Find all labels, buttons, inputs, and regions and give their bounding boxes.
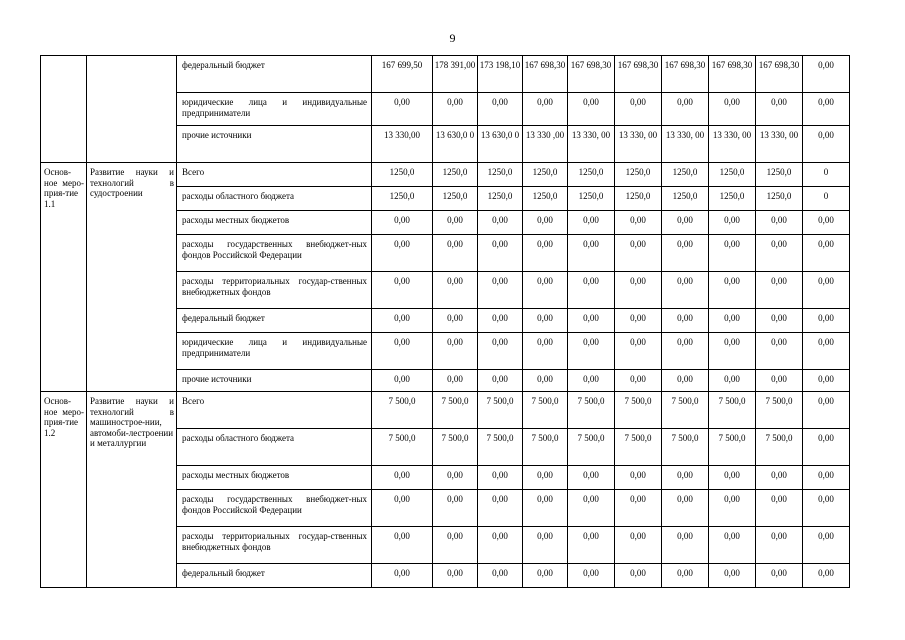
value-cell: 0,00 [803, 429, 850, 466]
value-cell: 0,00 [433, 490, 478, 527]
value-cell: 167 699,50 [372, 56, 433, 93]
value-cell: 0,00 [615, 272, 662, 309]
value-cell: 0,00 [756, 309, 803, 333]
value-cell: 1250,0 [756, 187, 803, 211]
value-cell: 0,00 [709, 370, 756, 392]
value-cell: 167 698,30 [756, 56, 803, 93]
value-cell: 0,00 [478, 490, 523, 527]
value-cell: 7 500,0 [372, 429, 433, 466]
value-cell: 0,00 [478, 272, 523, 309]
value-cell: 7 500,0 [478, 392, 523, 429]
value-cell: 0,00 [709, 93, 756, 126]
value-cell: 0,00 [803, 490, 850, 527]
value-cell: 0,00 [372, 564, 433, 588]
value-cell: 0,00 [662, 527, 709, 564]
value-cell: 1250,0 [615, 163, 662, 187]
value-cell: 0,00 [433, 211, 478, 235]
value-cell: 0,00 [803, 392, 850, 429]
value-cell: 0,00 [803, 235, 850, 272]
value-cell: 0,00 [803, 309, 850, 333]
value-cell: 1250,0 [478, 163, 523, 187]
event-name-cell: Развитие науки и технологий в судостроении [87, 163, 177, 392]
funding-source-cell: расходы местных бюджетов [177, 466, 372, 490]
value-cell: 7 500,0 [662, 392, 709, 429]
value-cell: 0,00 [615, 527, 662, 564]
value-cell: 0,00 [803, 211, 850, 235]
value-cell: 0,00 [372, 370, 433, 392]
value-cell: 0,00 [756, 466, 803, 490]
value-cell: 7 500,0 [372, 392, 433, 429]
value-cell: 0,00 [568, 370, 615, 392]
value-cell: 0,00 [523, 93, 568, 126]
event-cell-empty [41, 56, 87, 163]
value-cell: 0,00 [372, 527, 433, 564]
value-cell: 0,00 [568, 527, 615, 564]
value-cell: 0,00 [662, 235, 709, 272]
value-cell: 0,00 [803, 370, 850, 392]
value-cell: 0,00 [803, 527, 850, 564]
funding-source-cell: Всего [177, 163, 372, 187]
funding-source-cell: федеральный бюджет [177, 309, 372, 333]
value-cell: 0,00 [568, 309, 615, 333]
value-cell: 0,00 [372, 211, 433, 235]
value-cell: 0,00 [756, 272, 803, 309]
value-cell: 13 330,00 [372, 126, 433, 163]
value-cell: 1250,0 [615, 187, 662, 211]
value-cell: 7 500,0 [756, 392, 803, 429]
value-cell: 167 698,30 [709, 56, 756, 93]
value-cell: 0,00 [372, 490, 433, 527]
funding-source-cell: прочие источники [177, 126, 372, 163]
value-cell: 167 698,30 [615, 56, 662, 93]
value-cell: 0,00 [372, 333, 433, 370]
value-cell: 13 330, 00 [568, 126, 615, 163]
value-cell: 0,00 [478, 309, 523, 333]
value-cell: 1250,0 [372, 187, 433, 211]
value-cell: 1250,0 [568, 163, 615, 187]
value-cell: 0,00 [478, 370, 523, 392]
value-cell: 0,00 [372, 466, 433, 490]
value-cell: 0,00 [709, 309, 756, 333]
value-cell: 0,00 [523, 211, 568, 235]
value-cell: 0 [803, 187, 850, 211]
value-cell: 0,00 [615, 466, 662, 490]
value-cell: 1250,0 [478, 187, 523, 211]
table-row [41, 56, 850, 93]
value-cell: 0,00 [615, 309, 662, 333]
budget-table [40, 55, 850, 588]
value-cell: 0,00 [803, 564, 850, 588]
value-cell: 7 500,0 [709, 392, 756, 429]
value-cell: 7 500,0 [523, 392, 568, 429]
value-cell: 13 330, 00 [662, 126, 709, 163]
value-cell: 7 500,0 [568, 429, 615, 466]
value-cell: 0,00 [756, 235, 803, 272]
value-cell: 0,00 [709, 211, 756, 235]
value-cell: 1250,0 [523, 187, 568, 211]
page-number: 9 [449, 31, 456, 45]
value-cell: 0,00 [523, 527, 568, 564]
value-cell: 0,00 [709, 490, 756, 527]
value-cell: 0,00 [709, 466, 756, 490]
funding-source-cell: расходы областного бюджета [177, 187, 372, 211]
value-cell: 13 330, 00 [709, 126, 756, 163]
value-cell: 0,00 [568, 93, 615, 126]
value-cell: 0,00 [615, 93, 662, 126]
value-cell: 0,00 [803, 333, 850, 370]
table-row [41, 163, 850, 187]
value-cell: 0,00 [523, 564, 568, 588]
event-cell: Основ-ное меро-прия-тие 1.1 [41, 163, 87, 392]
value-cell: 0,00 [568, 466, 615, 490]
funding-source-cell: расходы местных бюджетов [177, 211, 372, 235]
value-cell: 0,00 [568, 235, 615, 272]
value-cell: 0,00 [478, 235, 523, 272]
value-cell: 13 330, 00 [756, 126, 803, 163]
event-cell: Основ-ное меро-прия-тие 1.2 [41, 392, 87, 588]
value-cell: 7 500,0 [709, 429, 756, 466]
value-cell: 13 330, 00 [615, 126, 662, 163]
value-cell: 0,00 [803, 272, 850, 309]
value-cell: 1250,0 [568, 187, 615, 211]
value-cell: 0,00 [433, 93, 478, 126]
value-cell: 0,00 [568, 490, 615, 527]
event-name-cell-empty [87, 56, 177, 163]
value-cell: 0,00 [523, 333, 568, 370]
value-cell: 0,00 [709, 235, 756, 272]
value-cell: 7 500,0 [523, 429, 568, 466]
funding-source-cell: расходы государственных внебюджет-ных фондов Российской Федерации [177, 490, 372, 527]
value-cell: 0,00 [662, 93, 709, 126]
value-cell: 0,00 [478, 527, 523, 564]
value-cell: 0,00 [372, 235, 433, 272]
value-cell: 0,00 [478, 333, 523, 370]
value-cell: 0,00 [709, 272, 756, 309]
value-cell: 0,00 [615, 211, 662, 235]
funding-source-cell: юридические лица и индивидуальные предприниматели [177, 333, 372, 370]
value-cell: 0,00 [433, 235, 478, 272]
value-cell: 1250,0 [756, 163, 803, 187]
funding-source-cell: Всего [177, 392, 372, 429]
value-cell: 7 500,0 [615, 429, 662, 466]
value-cell: 0,00 [615, 333, 662, 370]
value-cell: 0,00 [756, 370, 803, 392]
value-cell: 13 330 ,00 [523, 126, 568, 163]
value-cell: 0,00 [523, 309, 568, 333]
value-cell: 0,00 [523, 466, 568, 490]
event-name-cell: Развитие науки и технологий в машинострое-нии, автомоби-лестроении и металлургии [87, 392, 177, 588]
value-cell: 0,00 [662, 211, 709, 235]
value-cell: 0,00 [756, 564, 803, 588]
value-cell: 0,00 [478, 211, 523, 235]
value-cell: 0,00 [709, 564, 756, 588]
value-cell: 0,00 [372, 93, 433, 126]
value-cell: 0,00 [615, 235, 662, 272]
value-cell: 0,00 [615, 370, 662, 392]
value-cell: 0,00 [803, 126, 850, 163]
value-cell: 13 630,0 0 [478, 126, 523, 163]
value-cell: 0,00 [372, 272, 433, 309]
value-cell: 0,00 [523, 490, 568, 527]
value-cell: 178 391,00 [433, 56, 478, 93]
table-row [41, 392, 850, 429]
funding-source-cell: юридические лица и индивидуальные предприниматели [177, 93, 372, 126]
value-cell: 0,00 [756, 490, 803, 527]
value-cell: 0,00 [523, 235, 568, 272]
funding-source-cell: расходы государственных внебюджет-ных фондов Российской Федерации [177, 235, 372, 272]
value-cell: 13 630,0 0 [433, 126, 478, 163]
value-cell: 0,00 [709, 527, 756, 564]
value-cell: 7 500,0 [478, 429, 523, 466]
value-cell: 7 500,0 [615, 392, 662, 429]
value-cell: 7 500,0 [568, 392, 615, 429]
value-cell: 0,00 [523, 272, 568, 309]
value-cell: 0,00 [433, 527, 478, 564]
value-cell: 7 500,0 [433, 429, 478, 466]
value-cell: 1250,0 [662, 187, 709, 211]
value-cell: 0,00 [433, 272, 478, 309]
funding-source-cell: расходы территориальных государ-ственных внебюджетных фондов [177, 272, 372, 309]
value-cell: 0,00 [662, 272, 709, 309]
value-cell: 0,00 [756, 333, 803, 370]
value-cell: 0,00 [568, 564, 615, 588]
value-cell: 1250,0 [709, 163, 756, 187]
value-cell: 0,00 [433, 466, 478, 490]
value-cell: 0,00 [803, 466, 850, 490]
value-cell: 0,00 [478, 466, 523, 490]
funding-source-cell: расходы территориальных государ-ственных внебюджетных фондов [177, 527, 372, 564]
value-cell: 0,00 [433, 309, 478, 333]
value-cell: 0,00 [615, 564, 662, 588]
value-cell: 1250,0 [433, 163, 478, 187]
value-cell: 1250,0 [709, 187, 756, 211]
value-cell: 0,00 [662, 564, 709, 588]
value-cell: 0,00 [756, 211, 803, 235]
value-cell: 0,00 [523, 370, 568, 392]
value-cell: 0,00 [756, 527, 803, 564]
value-cell: 7 500,0 [756, 429, 803, 466]
value-cell: 0,00 [433, 564, 478, 588]
table-body [41, 56, 850, 588]
value-cell: 7 500,0 [433, 392, 478, 429]
value-cell: 0,00 [662, 490, 709, 527]
value-cell: 0,00 [662, 333, 709, 370]
value-cell: 167 698,30 [662, 56, 709, 93]
value-cell: 0,00 [372, 309, 433, 333]
value-cell: 0,00 [662, 309, 709, 333]
value-cell: 7 500,0 [662, 429, 709, 466]
funding-source-cell: федеральный бюджет [177, 564, 372, 588]
value-cell: 0,00 [433, 370, 478, 392]
value-cell: 0,00 [478, 93, 523, 126]
value-cell: 1250,0 [433, 187, 478, 211]
value-cell: 0,00 [803, 93, 850, 126]
value-cell: 173 198,10 [478, 56, 523, 93]
value-cell: 0,00 [433, 333, 478, 370]
value-cell: 0,00 [568, 211, 615, 235]
value-cell: 0 [803, 163, 850, 187]
value-cell: 0,00 [803, 56, 850, 93]
value-cell: 0,00 [615, 490, 662, 527]
value-cell: 0,00 [662, 370, 709, 392]
funding-source-cell: прочие источники [177, 370, 372, 392]
value-cell: 167 698,30 [523, 56, 568, 93]
value-cell: 1250,0 [372, 163, 433, 187]
value-cell: 1250,0 [523, 163, 568, 187]
value-cell: 0,00 [568, 272, 615, 309]
value-cell: 167 698,30 [568, 56, 615, 93]
value-cell: 1250,0 [662, 163, 709, 187]
value-cell: 0,00 [709, 333, 756, 370]
funding-source-cell: расходы областного бюджета [177, 429, 372, 466]
value-cell: 0,00 [756, 93, 803, 126]
funding-source-cell: федеральный бюджет [177, 56, 372, 93]
value-cell: 0,00 [478, 564, 523, 588]
value-cell: 0,00 [568, 333, 615, 370]
value-cell: 0,00 [662, 466, 709, 490]
